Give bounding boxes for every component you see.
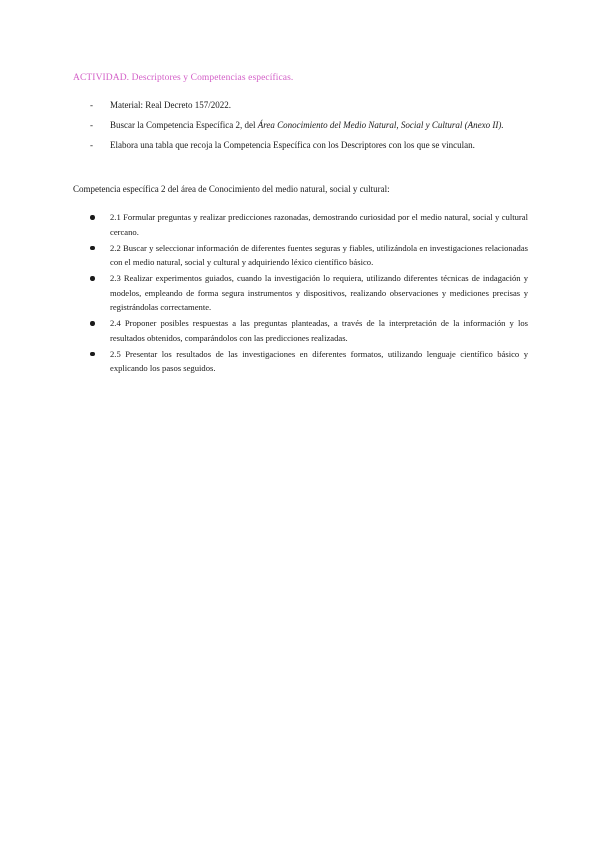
activity-title: ACTIVIDAD. Descriptores y Competencias específicas. [73, 73, 294, 83]
competency-text: 2.1 Formular preguntas y realizar predicciones razonadas, demostrando curiosidad por el medio natural, social y cultural cercano. [110, 212, 528, 237]
task-item [90, 97, 530, 114]
bullet-icon [90, 352, 95, 357]
competency-list [90, 210, 528, 377]
bullet-icon [90, 215, 95, 220]
bullet-icon [90, 321, 95, 326]
competency-item [90, 210, 528, 239]
competency-item [90, 271, 528, 315]
competency-text: 2.2 Buscar y seleccionar información de diferentes fuentes seguras y fiables, utilizándola en investigaciones relacionadas con el medio natural, social y cultural y adquiriendo léxico científico básico. [110, 242, 528, 267]
task-text: Material: Real Decreto 157/2022. [110, 100, 231, 110]
competency-text: 2.3 Realizar experimentos guiados, cuando la investigación lo requiera, utilizando diferentes técnicas de indagación y modelos, empleando de forma segura instrumentos y dispositivos, realizando observaciones y mediciones precisas y registrándolas correctamente. [110, 273, 528, 312]
intro-paragraph: Competencia específica 2 del área de Conocimiento del medio natural, social y cultural: [73, 184, 390, 194]
competency-text: 2.5 Presentar los resultados de las investigaciones en diferentes formatos, utilizando lenguaje científico básico y explicando los pasos seguidos. [110, 348, 528, 373]
task-item [90, 137, 530, 154]
dash-marker: - [90, 100, 93, 110]
competency-item [90, 347, 528, 376]
bullet-icon [90, 246, 95, 251]
task-text-italic: Área Conocimiento del Medio Natural, Social y Cultural (Anexo II). [257, 120, 504, 130]
dash-marker: - [90, 120, 93, 130]
bullet-icon [90, 276, 95, 281]
task-text: Buscar la Competencia Específica 2, del [110, 120, 258, 130]
task-text: Elabora una tabla que recoja la Competencia Específica con los Descriptores con los que se vinculan. [110, 140, 475, 150]
task-item [90, 117, 530, 134]
task-list [90, 97, 530, 157]
competency-item [90, 316, 528, 345]
competency-item [90, 241, 528, 270]
competency-text: 2.4 Proponer posibles respuestas a las preguntas planteadas, a través de la interpretación de la información y los resultados obtenidos, comparándolos con las predicciones realizadas. [110, 318, 528, 343]
dash-marker: - [90, 140, 93, 150]
